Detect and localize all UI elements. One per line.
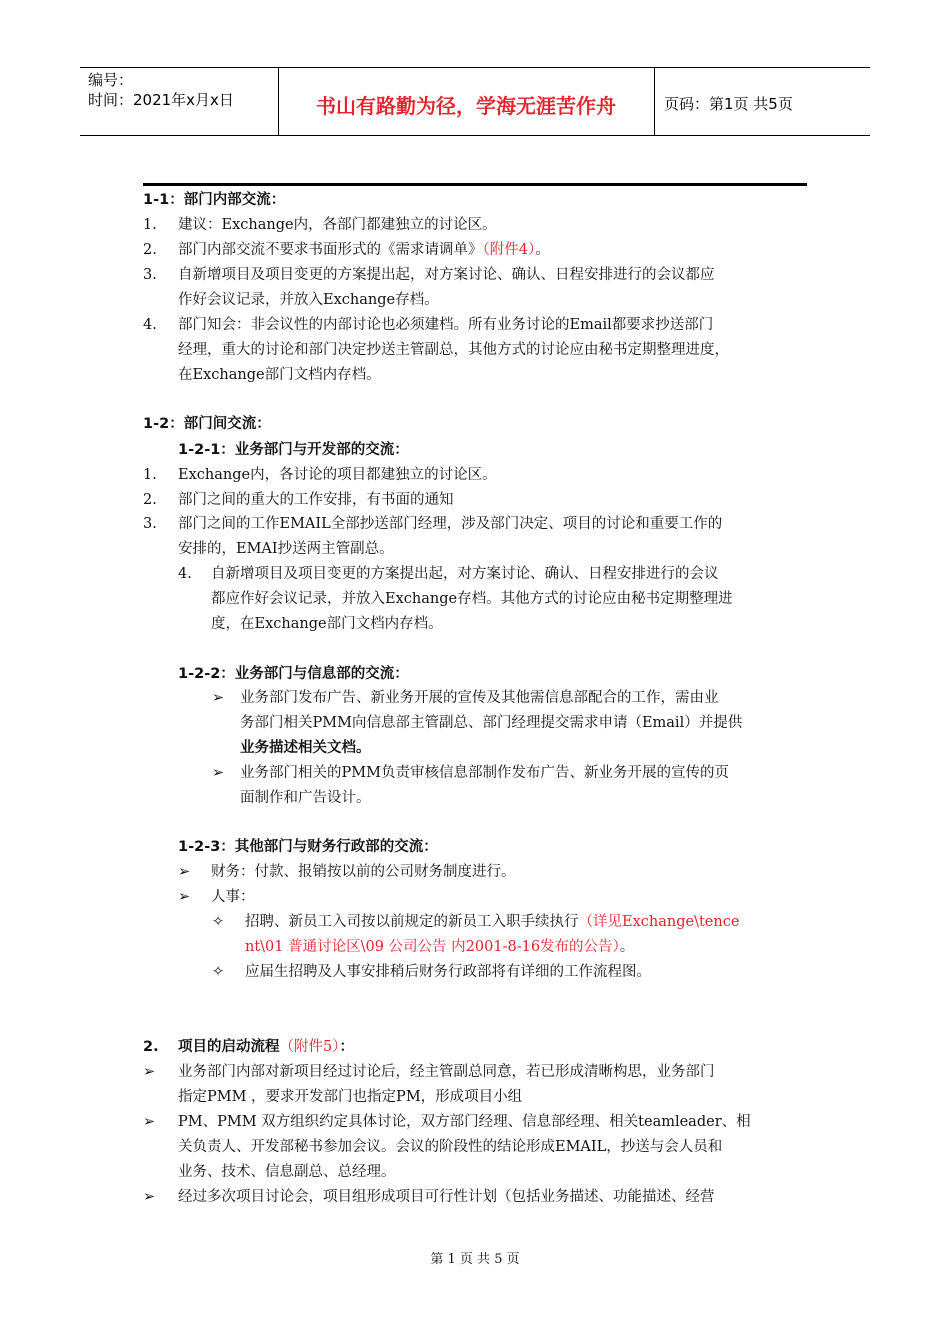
arrow-bullet-icon: ➢ — [143, 1114, 156, 1130]
list-item-line: 指定PMM ，要求开发部门也指定PM，形成项目小组 — [178, 1089, 523, 1105]
list-item-line: 部门之间的工作EMAIL全部抄送部门经理，涉及部门决定、项目的讨论和重要工作的 — [178, 516, 723, 532]
list-number: 1. — [143, 217, 157, 233]
section-title-1-1: 1-1：部门内部交流： — [143, 192, 286, 208]
list-item-line: 自新增项目及项目变更的方案提出起，对方案讨论、确认、日程安排进行的会议 — [211, 566, 719, 582]
list-item: 应届生招聘及人事安排稍后财务行政部将有详细的工作流程图。 — [245, 964, 651, 980]
header-time: 时间：2021年x月x日 — [88, 91, 234, 109]
list-item-line: 作好会议记录，并放入Exchange存档。 — [178, 292, 439, 308]
section-number-2: 2. — [143, 1039, 159, 1055]
list-number: 3. — [143, 516, 157, 532]
list-item: 建议：Exchange内，各部门都建独立的讨论区。 — [178, 217, 497, 233]
exchange-reference: nt\01 普通讨论区\09 公司公告 内2001-8-16发布的公告） — [245, 939, 620, 955]
list-number: 2. — [143, 492, 157, 508]
list-item-line: 在Exchange部门文档内存档。 — [178, 367, 381, 383]
header-motto: 书山有路勤为径，学海无涯苦作舟 — [316, 94, 616, 118]
list-item: 部门内部交流不要求书面形式的《需求请调单》（附件4）。 — [178, 242, 550, 258]
arrow-bullet-icon: ➢ — [143, 1189, 156, 1205]
list-item: Exchange内，各讨论的项目都建独立的讨论区。 — [178, 467, 497, 483]
list-item-line: 业务描述相关文档。 — [240, 740, 371, 756]
list-item: 财务：付款、报销按以前的公司财务制度进行。 — [211, 864, 516, 880]
header-top-border — [80, 67, 870, 68]
list-number: 2. — [143, 242, 157, 258]
list-item: 人事： — [211, 889, 255, 905]
list-item-line: 自新增项目及项目变更的方案提出起，对方案讨论、确认、日程安排进行的会议都应 — [178, 267, 715, 283]
list-item-line: 业务部门发布广告、新业务开展的宣传及其他需信息部配合的工作，需由业 — [240, 690, 719, 706]
section-rule — [143, 183, 807, 186]
list-item-line: 经理，重大的讨论和部门决定抄送主管副总，其他方式的讨论应由秘书定期整理进度， — [178, 342, 729, 358]
list-item-line: 业务部门相关的PMM负责审核信息部制作发布广告、新业务开展的宣传的页 — [240, 765, 729, 781]
list-number: 1. — [143, 467, 157, 483]
subsection-title-1-2-2: 1-2-2：业务部门与信息部的交流： — [178, 666, 409, 682]
list-item-line: 度，在Exchange部门文档内存档。 — [211, 616, 443, 632]
arrow-bullet-icon: ➢ — [212, 765, 225, 781]
attachment-ref: （附件4） — [482, 242, 536, 258]
subsection-title-1-2-1: 1-2-1：业务部门与开发部的交流： — [178, 442, 409, 458]
arrow-bullet-icon: ➢ — [178, 889, 191, 905]
arrow-bullet-icon: ➢ — [212, 690, 225, 706]
page-footer: 第 1 页 共 5 页 — [430, 1252, 520, 1267]
header-divider — [654, 67, 655, 135]
list-item-line: PM、PMM 双方组织约定具体讨论，双方部门经理、信息部经理、相关teamleader、相 — [178, 1114, 751, 1130]
list-item-line: 经过多次项目讨论会，项目组形成项目可行性计划（包括业务描述、功能描述、经营 — [178, 1189, 715, 1205]
list-item-line: 业务、技术、信息副总、总经理。 — [178, 1164, 396, 1180]
header-bottom-border — [80, 135, 870, 136]
list-number: 4. — [178, 566, 192, 582]
list-item: 部门之间的重大的工作安排，有书面的通知 — [178, 492, 454, 508]
list-item-line: 务部门相关PMM向信息部主管副总、部门经理提交需求申请（Email）并提供 — [240, 715, 743, 731]
arrow-bullet-icon: ➢ — [178, 864, 191, 880]
diamond-bullet-icon: ✧ — [212, 964, 225, 980]
list-number: 4. — [143, 317, 157, 333]
list-item-line: 面制作和广告设计。 — [240, 790, 371, 806]
diamond-bullet-icon: ✧ — [212, 914, 225, 930]
section-title-1-2: 1-2：部门间交流： — [143, 416, 271, 432]
list-item-line: 业务部门内部对新项目经过讨论后，经主管副总同意，若已形成清晰构思，业务部门 — [178, 1064, 715, 1080]
subsection-title-1-2-3: 1-2-3：其他部门与财务行政部的交流： — [178, 839, 438, 855]
exchange-reference: （详见Exchange\tence — [578, 914, 740, 930]
arrow-bullet-icon: ➢ — [143, 1064, 156, 1080]
header-page-number: 页码：第1页 共5页 — [664, 95, 793, 113]
list-item-line: nt\01 普通讨论区\09 公司公告 内2001-8-16发布的公告）。 — [245, 939, 635, 955]
section-title-2: 项目的启动流程（附件5）： — [178, 1039, 354, 1055]
attachment-ref: （附件5） — [279, 1039, 340, 1055]
list-item-line: 安排的，EMAI抄送两主管副总。 — [178, 541, 394, 557]
list-item-line: 都应作好会议记录，并放入Exchange存档。其他方式的讨论应由秘书定期整理进 — [211, 591, 733, 607]
list-item-line: 部门知会：非会议性的内部讨论也必须建档。所有业务讨论的Email都要求抄送部门 — [178, 317, 714, 333]
list-number: 3. — [143, 267, 157, 283]
list-item-line: 招聘、新员工入司按以前规定的新员工入职手续执行（详见Exchange\tence — [245, 914, 740, 930]
header-number: 编号： — [88, 71, 134, 89]
header-info — [88, 70, 234, 110]
list-item-line: 关负责人、开发部秘书参加会议。会议的阶段性的结论形成EMAIL，抄送与会人员和 — [178, 1139, 723, 1155]
